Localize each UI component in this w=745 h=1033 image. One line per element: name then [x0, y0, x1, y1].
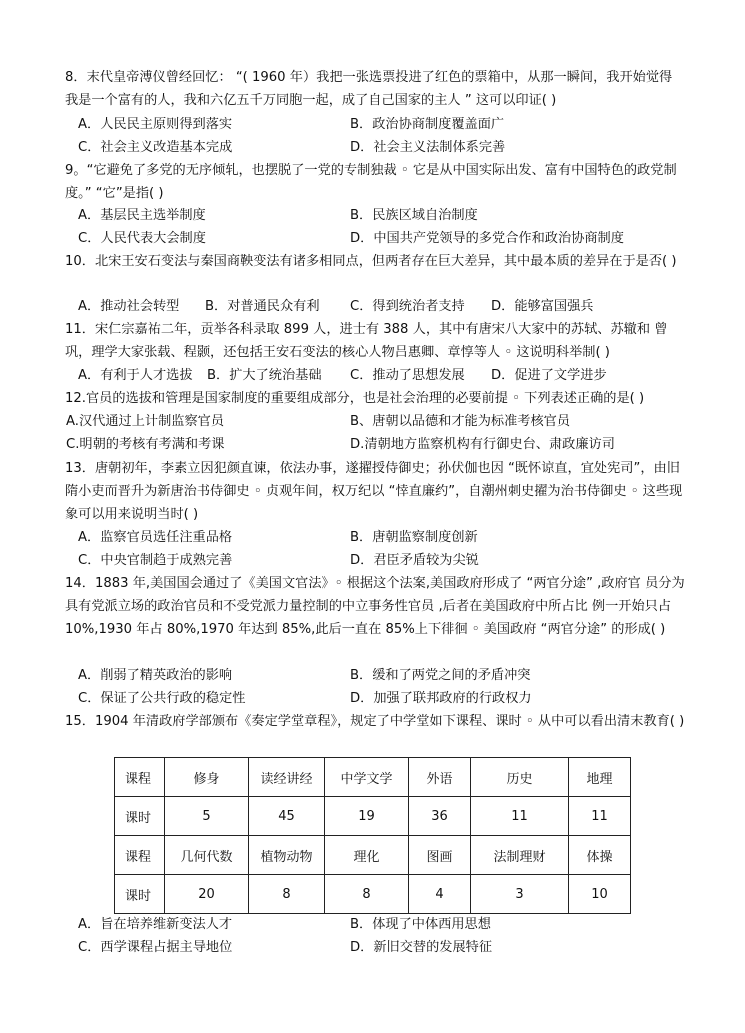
question-15-option-b[interactable]: B．体现了中体西用思想 [350, 917, 491, 932]
table-row [115, 836, 631, 875]
table-cell: 体操 [569, 836, 631, 875]
table-row [115, 875, 631, 914]
question-15-stem: 15．1904 年清政府学部颁布《奏定学堂章程》，规定了中学堂如下课程、课时 ◦ 从中可以看出清末教育( ) [65, 714, 685, 729]
question-15-options-row-1 [78, 913, 678, 936]
table-cell: 8 [325, 875, 409, 914]
question-13-option-c[interactable]: C．中央官制趋于成熟完善 [78, 553, 233, 568]
table-cell: 45 [249, 797, 325, 836]
question-14-options-row-2 [78, 687, 678, 710]
question-10-stem: 10．北宋王安石变法与秦国商鞅变法有诸多相同点，但两者存在巨大差异，其中最本质的差异在于是否( ) [65, 254, 677, 269]
table-cell: 8 [249, 875, 325, 914]
table-cell: 读经讲经 [249, 758, 325, 797]
question-13-option-b[interactable]: B．唐朝监察制度创新 [350, 530, 478, 545]
question-13-options-row-1 [78, 526, 678, 549]
question-8-option-c[interactable]: C．社会主义改造基本完成 [78, 140, 233, 155]
table-cell: 11 [471, 797, 569, 836]
question-14-option-a[interactable]: A．削弱了精英政治的影响 [78, 668, 233, 683]
question-8-option-b[interactable]: B．政治协商制度覆盖面广 [350, 117, 505, 132]
question-13-option-d[interactable]: D．君臣矛盾较为尖锐 [350, 553, 479, 568]
question-11-stem: 11．宋仁宗嘉祐二年，贡举各科录取 899 人，进士有 388 人，其中有唐宋八大家中的苏轼、苏辙和 曾巩，理学大家张载、程颢，还包括王安石变法的核心人物吕惠卿、章惇等人 ◦ 这说明科举制( ) [65, 322, 668, 360]
question-8-stem: 8．末代皇帝溥仪曾经回忆： “( 1960 年）我把一张选票投进了红色的票箱中，从那一瞬间，我开始觉得我是一个富有的人，我和六亿五千万同胞一起，成了自己国家的主人 ” 这可以印证( ) [65, 70, 673, 108]
question-10-option-d[interactable]: D．能够富国强兵 [491, 299, 594, 314]
table-cell: 36 [409, 797, 471, 836]
table-header-cell: 课程 [115, 836, 165, 875]
table-cell: 20 [165, 875, 249, 914]
table-cell: 植物动物 [249, 836, 325, 875]
question-8-option-a[interactable]: A．人民民主原则得到落实 [78, 117, 233, 132]
table-cell: 法制理财 [471, 836, 569, 875]
question-10-options-row [78, 295, 678, 318]
question-12-option-b[interactable]: B、唐朝以品德和才能为标准考核官员 [350, 414, 571, 429]
table-row [115, 797, 631, 836]
table-cell: 3 [471, 875, 569, 914]
question-13-options-row-2 [78, 549, 678, 572]
table-cell: 地理 [569, 758, 631, 797]
table-cell: 10 [569, 875, 631, 914]
question-11-options-row [78, 364, 678, 387]
question-15-option-a[interactable]: A．旨在培养维新变法人才 [78, 917, 233, 932]
question-10-option-b[interactable]: B．对普通民众有利 [205, 299, 320, 314]
question-9-options-row-2 [78, 227, 678, 250]
table-row [115, 758, 631, 797]
table-cell: 中学文学 [325, 758, 409, 797]
table-cell: 修身 [165, 758, 249, 797]
table-cell: 理化 [325, 836, 409, 875]
question-14-options-row-1 [78, 664, 678, 687]
question-9-option-b[interactable]: B．民族区域自治制度 [350, 208, 478, 223]
question-11-option-b[interactable]: B．扩大了统治基础 [207, 368, 322, 383]
question-13-option-a[interactable]: A．监察官员选任注重品格 [78, 530, 233, 545]
question-13-stem: 13．唐朝初年，李素立因犯颜直谏，依法办事，遂擢授侍御史；孙伏伽也因 “既怀谅直，宜处宪司”，由旧隋小吏而晋升为新唐治书侍御史 ◦ 贞观年间，权万纪以 “悻直廉约”，自潮州刺史擢为治书侍御史 ◦ 这些现象可以用来说明当时( ) [65, 461, 683, 522]
course-hours-table [114, 757, 631, 914]
question-9-options-row-1 [78, 204, 678, 227]
question-11-option-d[interactable]: D．促进了文学进步 [491, 368, 607, 383]
question-8-option-d[interactable]: D．社会主义法制体系完善 [350, 140, 506, 155]
table-cell: 图画 [409, 836, 471, 875]
question-14-option-d[interactable]: D．加强了联邦政府的行政权力 [350, 691, 532, 706]
table-cell: 5 [165, 797, 249, 836]
question-12-option-d[interactable]: D.清朝地方监察机构有行御史台、肃政廉访司 [350, 437, 615, 452]
question-14-option-c[interactable]: C．保证了公共行政的稳定性 [78, 691, 246, 706]
table-header-cell: 课程 [115, 758, 165, 797]
question-15-options-row-2 [78, 936, 678, 959]
question-12-options-row-1 [66, 410, 666, 433]
question-15-option-d[interactable]: D．新旧交替的发展特征 [350, 940, 493, 955]
question-10-option-a[interactable]: A．推动社会转型 [78, 299, 180, 314]
table-cell: 外语 [409, 758, 471, 797]
table-header-cell: 课时 [115, 797, 165, 836]
question-12-options-row-2 [66, 433, 666, 456]
table-cell: 11 [569, 797, 631, 836]
question-9-option-d[interactable]: D．中国共产党领导的多党合作和政治协商制度 [350, 231, 624, 246]
question-11-option-c[interactable]: C．推动了思想发展 [350, 368, 465, 383]
table-cell: 4 [409, 875, 471, 914]
table-cell: 19 [325, 797, 409, 836]
question-9-option-a[interactable]: A．基层民主选举制度 [78, 208, 206, 223]
question-8-options-row-1 [78, 113, 678, 136]
question-12-option-c[interactable]: C.明朝的考核有考满和考课 [66, 437, 225, 452]
question-14-stem: 14．1883 年,美国国会通过了《美国文官法》◦ 根据这个法案,美国政府形成了 “两官分途” ,政府官 员分为具有党派立场的政治官员和不受党派力量控制的中立事务性官员 ,后者在美国政府中所占比 例一开始只占 10%,1930 年占 80%,1970 年达到 85%,此后一直在 85%上下徘徊 ◦ 美国政府 “两官分途” 的形成( ) [65, 576, 685, 637]
question-12-option-a[interactable]: A.汉代通过上计制监察官员 [66, 414, 225, 429]
question-8-options-row-2 [78, 136, 678, 159]
question-9-stem: 9。“它避免了多党的无序倾轧，也摆脱了一党的专制独裁 ◦ 它是从中国实际出发、富有中国特色的政党制度。” “它”是指( ) [65, 163, 677, 201]
question-14-option-b[interactable]: B．缓和了两党之间的矛盾冲突 [350, 668, 531, 683]
table-cell: 历史 [471, 758, 569, 797]
question-15-option-c[interactable]: C．西学课程占据主导地位 [78, 940, 233, 955]
question-11-option-a[interactable]: A．有利于人才选拔 [78, 368, 193, 383]
question-10-option-c[interactable]: C．得到统治者支持 [350, 299, 465, 314]
table-header-cell: 课时 [115, 875, 165, 914]
table-cell: 几何代数 [165, 836, 249, 875]
question-12-stem: 12.官员的选拔和管理是国家制度的重要组成部分，也是社会治理的必要前提 ◦ 下列表述正确的是( ) [65, 391, 645, 406]
question-9-option-c[interactable]: C．人民代表大会制度 [78, 231, 206, 246]
